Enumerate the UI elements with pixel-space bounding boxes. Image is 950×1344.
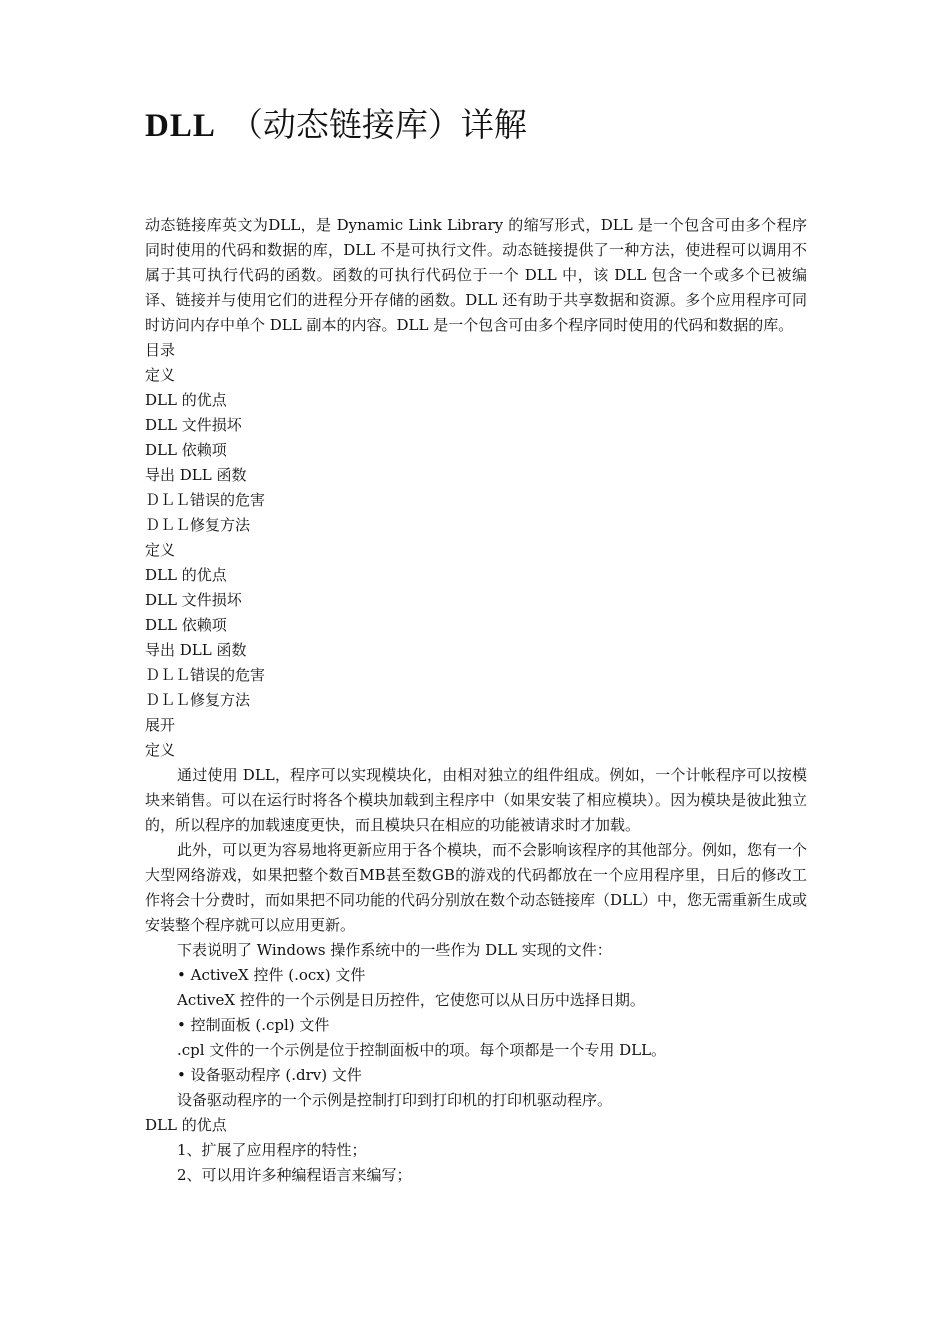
title-latin: DLL xyxy=(145,108,216,144)
toc-item[interactable]: ＤＬＬ错误的危害 xyxy=(145,491,266,509)
toc-item[interactable]: 定义 xyxy=(145,366,176,384)
list-item-bullet: • ActiveX 控件 (.ocx) 文件 xyxy=(177,966,366,984)
toc-item[interactable]: DLL 的优点 xyxy=(145,391,227,409)
expand-link[interactable]: 展开 xyxy=(145,716,176,734)
toc-item[interactable]: DLL 的优点 xyxy=(145,566,227,584)
toc-item[interactable]: DLL 依赖项 xyxy=(145,441,227,459)
list-item-description: 设备驱动程序的一个示例是控制打印到打印机的打印机驱动程序。 xyxy=(177,1091,613,1109)
toc-list xyxy=(145,363,807,713)
list-item: 2、可以用许多种编程语言来编写； xyxy=(177,1166,412,1184)
section-advantages xyxy=(145,1113,807,1188)
toc-item[interactable]: DLL 文件损坏 xyxy=(145,591,242,609)
list-item-description: .cpl 文件的一个示例是位于控制面板中的项。每个项都是一个专用 DLL。 xyxy=(177,1041,667,1059)
table-intro: 下表说明了 Windows 操作系统中的一些作为 DLL 实现的文件： xyxy=(177,941,612,959)
section-heading: 定义 xyxy=(145,741,176,759)
definition-paragraph: 通过使用 DLL，程序可以实现模块化，由相对独立的组件组成。例如，一个计帐程序可以按模块来销售。可以在运行时将各个模块加载到主程序中（如果安装了相应模块）。因为模块是彼此独立的，所以程序的加载速度更快，而且模块只在相应的功能被请求时才加载。 xyxy=(145,766,807,834)
toc-item[interactable]: ＤＬＬ修复方法 xyxy=(145,516,251,534)
list-item-description: ActiveX 控件的一个示例是日历控件，它使您可以从日历中选择日期。 xyxy=(177,991,645,1009)
document-title xyxy=(145,102,527,149)
section-heading: DLL 的优点 xyxy=(145,1116,227,1134)
definition-paragraph: 此外，可以更为容易地将更新应用于各个模块，而不会影响该程序的其他部分。例如，您有一个大型网络游戏，如果把整个数百MB甚至数GB的游戏的代码都放在一个应用程序里，日后的修改工作将会十分费时，而如果把不同功能的代码分别放在数个动态链接库（DLL）中，您无需重新生成或安装整个程序就可以应用更新。 xyxy=(145,841,808,934)
toc-item[interactable]: DLL 文件损坏 xyxy=(145,416,242,434)
toc-item[interactable]: 定义 xyxy=(145,541,176,559)
intro-paragraph: 动态链接库英文为DLL，是 Dynamic Link Library 的缩写形式，DLL 是一个包含可由多个程序同时使用的代码和数据的库，DLL 不是可执行文件。动态链接提供了一种方法，使进程可以调用不属于其可执行代码的函数。函数的可执行代码位于一个 DLL 中，该 DLL 包含一个或多个已被编译、链接并与使用它们的进程分开存储的函数。DLL 还有助于共享数据和资源。多个应用程序可同时访问内存中单个 DLL 副本的内容。DLL 是一个包含可由多个程序同时使用的代码和数据的库。 xyxy=(145,216,807,334)
list-item-bullet: • 控制面板 (.cpl) 文件 xyxy=(177,1016,330,1034)
list-item: 1、扩展了应用程序的特性； xyxy=(177,1141,367,1159)
toc-item[interactable]: 导出 DLL 函数 xyxy=(145,466,247,484)
toc-label: 目录 xyxy=(145,341,176,359)
document-body xyxy=(145,213,807,1188)
section-definition xyxy=(145,738,807,1113)
title-cjk: （动态链接库）详解 xyxy=(229,105,527,144)
toc-item[interactable]: ＤＬＬ错误的危害 xyxy=(145,666,266,684)
toc-item[interactable]: 导出 DLL 函数 xyxy=(145,641,247,659)
list-item-bullet: • 设备驱动程序 (.drv) 文件 xyxy=(177,1066,362,1084)
toc-item[interactable]: ＤＬＬ修复方法 xyxy=(145,691,251,709)
toc-item[interactable]: DLL 依赖项 xyxy=(145,616,227,634)
